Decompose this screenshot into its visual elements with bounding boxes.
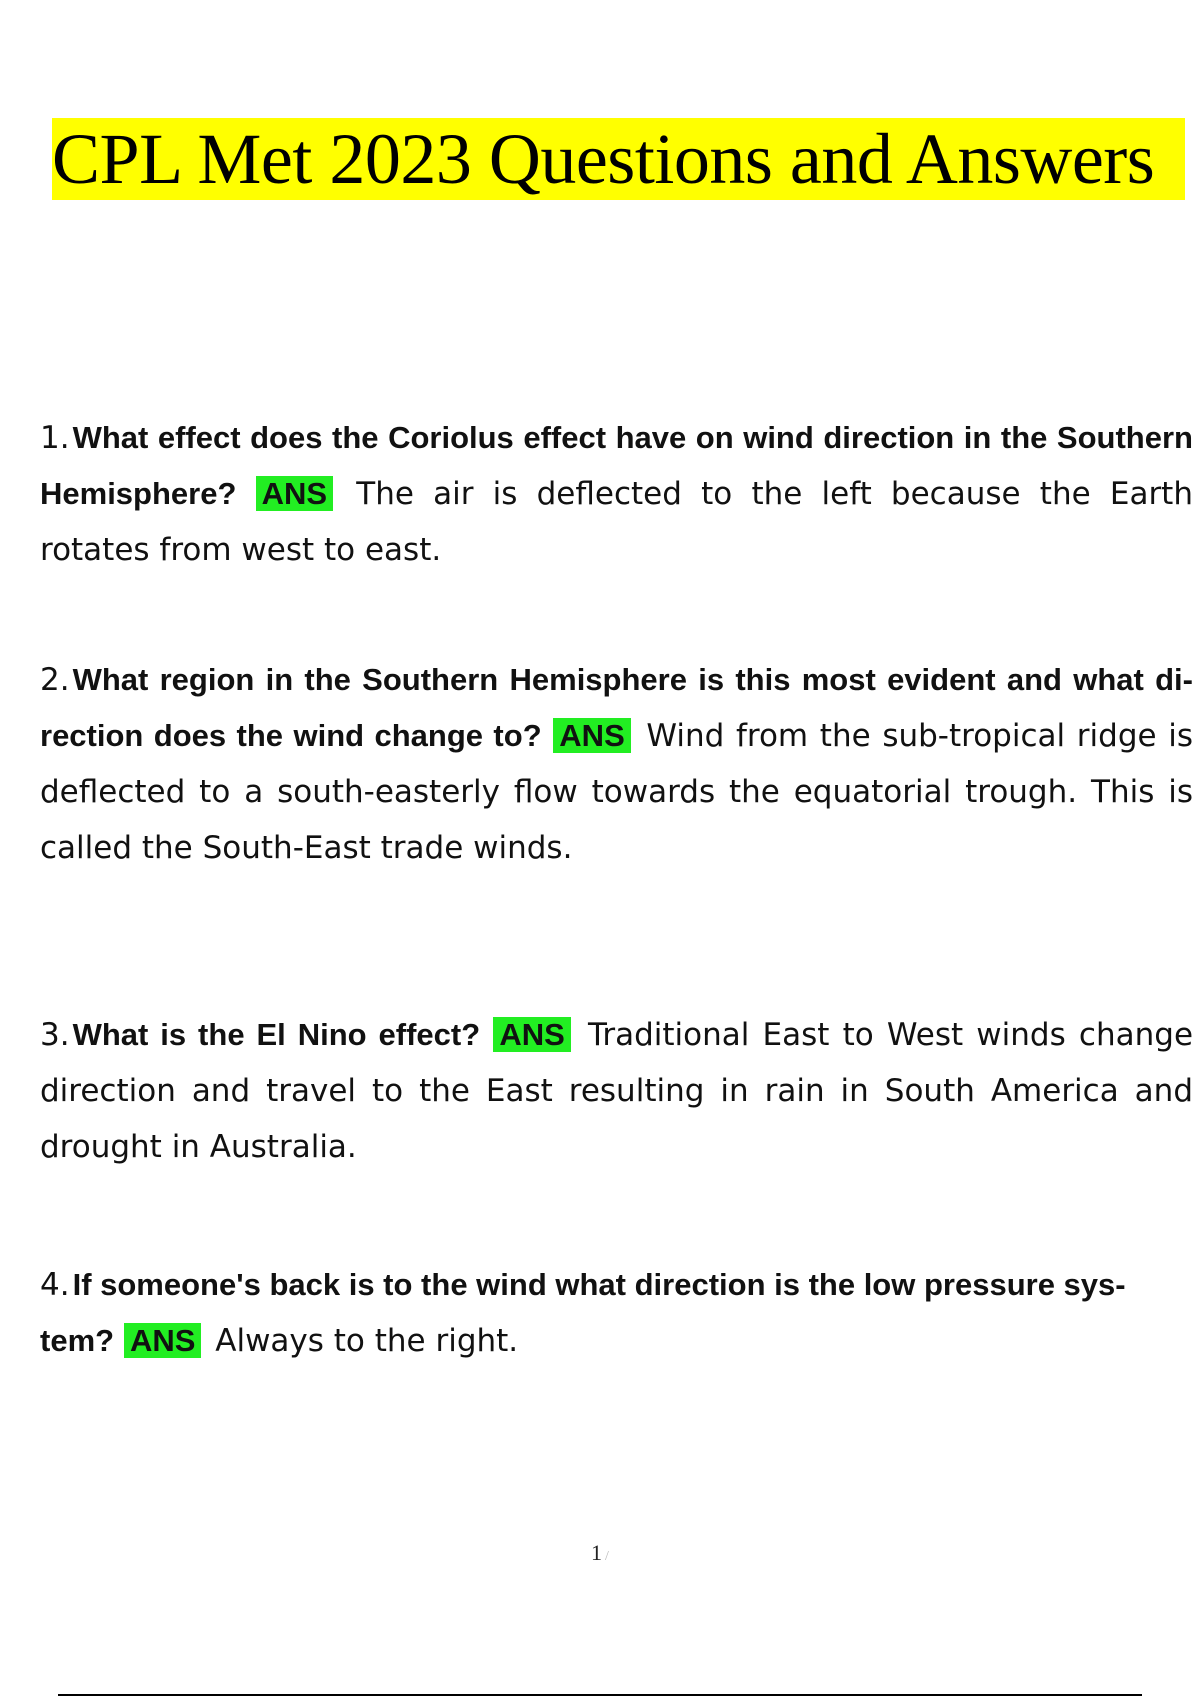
answer-text: Wind from the sub-tropical ridge is deflected to a south-easterly flow towards the equatorial trough. This is called the South-East trade winds.: [40, 718, 1193, 866]
question-number: 4.: [40, 1267, 70, 1303]
qa-item-4: [40, 1257, 1140, 1369]
page-number-suffix: /: [605, 1549, 609, 1564]
ans-marker: ANS: [124, 1323, 201, 1358]
question-number: 1.: [40, 420, 70, 456]
ans-marker: ANS: [493, 1017, 570, 1052]
page-number-value: 1: [591, 1540, 603, 1565]
answer-text: Always to the right.: [215, 1323, 519, 1359]
document-title: CPL Met 2023 Questions and Answers: [52, 119, 1155, 199]
question-number: 3.: [40, 1017, 70, 1053]
question-text: What is the El Nino effect?: [72, 1017, 481, 1052]
answer-text: Traditional East to West winds change direction and travel to the East resulting in rain in South America and drought in Australia.: [40, 1017, 1194, 1165]
qa-item-1: [40, 410, 1193, 578]
question-text: What effect does the Coriolus effect have on wind direction in the Southern Hemisphere?: [40, 420, 1193, 511]
question-text: If someone's back is to the wind what direction is the low pressure sys- tem?: [40, 1267, 1126, 1358]
page-number: [560, 1540, 640, 1566]
answer-text: The air is deflected to the left because the Earth rotates from west to east.: [40, 476, 1193, 568]
question-number: 2.: [40, 662, 70, 698]
question-text: What region in the Southern Hemisphere is this most evident and what di- rection does the wind change to?: [40, 662, 1193, 753]
qa-item-2: [40, 652, 1193, 876]
title-highlight: [52, 118, 1185, 200]
bottom-divider: [58, 1694, 1142, 1696]
qa-item-3: [40, 1007, 1193, 1175]
ans-marker: ANS: [256, 476, 333, 511]
ans-marker: ANS: [553, 718, 630, 753]
